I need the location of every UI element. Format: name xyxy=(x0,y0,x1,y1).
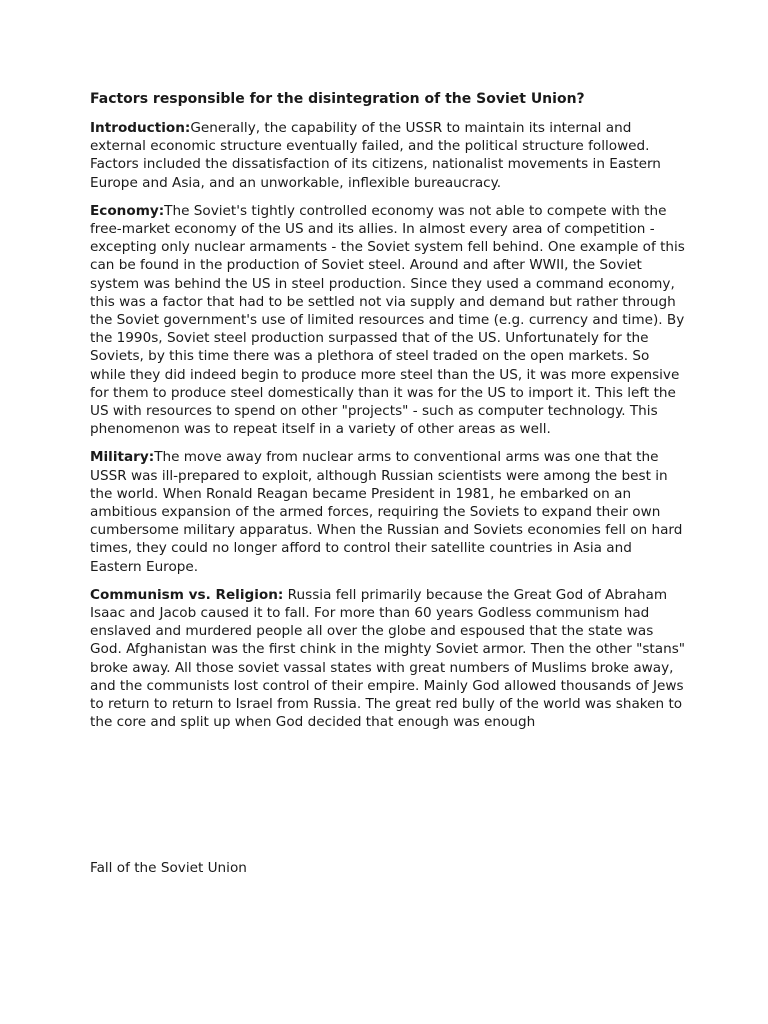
document-body xyxy=(90,89,686,742)
introduction-heading: Introduction: xyxy=(90,120,191,136)
communism-religion-heading: Communism vs. Religion: xyxy=(90,586,284,603)
footer-caption: Fall of the Soviet Union xyxy=(90,860,247,876)
introduction-paragraph xyxy=(90,119,686,192)
economy-paragraph xyxy=(90,202,686,439)
economy-heading: Economy: xyxy=(90,202,165,219)
communism-religion-text: Russia fell primarily because the Great God of Abraham Isaac and Jacob caused it to fall. For more than 60 years Godless communism had enslaved and murdered people all over the globe and espoused that the state was God. Afghanistan was the first chink in the mighty Soviet armor. Then the other "stans" broke away. All those soviet vassal states with great numbers of Muslims broke away, and the communists lost control of their empire. Mainly God allowed thousands of Jews to return to return to Israel from Russia. The great red bully of the world was shaken to the core and split up when God decided that enough was enough xyxy=(90,586,686,731)
economy-text: The Soviet's tightly controlled economy was not able to compete with the free-market economy of the US and its allies. In almost every area of competition - excepting only nuclear armaments - the Soviet system fell behind. One example of this can be found in the production of Soviet steel. Around and after WWII, the Soviet system was behind the US in steel production. Since they used a command economy, this was a factor that had to be settled not via supply and demand but rather through the Soviet government's use of limited resources and time (e.g. currency and time). By the 1990s, Soviet steel production surpassed that of the US. Unfortunately for the Soviets, by this time there was a plethora of steel traded on the open markets. So while they did indeed begin to produce more steel than the US, it was more expensive for them to produce steel domestically than it was for the US to import it. This left the US with resources to spend on other "projects" - such as computer technology. This phenomenon was to repeat itself in a variety of other areas as well. xyxy=(90,202,685,438)
military-heading: Military: xyxy=(90,449,155,466)
introduction-text: Generally, the capability of the USSR to maintain its internal and external economic structure eventually failed, and the political structure followed. Factors included the dissatisfaction of its citizens, nationalist movements in Eastern Europe and Asia, and an unworkable, inflexible bureaucracy. xyxy=(90,120,661,191)
military-paragraph xyxy=(90,448,686,575)
military-text: The move away from nuclear arms to conventional arms was one that the USSR was ill-prepared to exploit, although Russian scientists were among the best in the world. When Ronald Reagan became President in 1981, he embarked on an ambitious expansion of the armed forces, requiring the Soviets to expand their own cumbersome military apparatus. When the Russian and Soviets economies fell on hard times, they could no longer afford to control their satellite countries in Asia and Eastern Europe. xyxy=(90,449,683,575)
document-title: Factors responsible for the disintegration of the Soviet Union? xyxy=(90,91,585,107)
communism-religion-paragraph xyxy=(90,586,686,732)
